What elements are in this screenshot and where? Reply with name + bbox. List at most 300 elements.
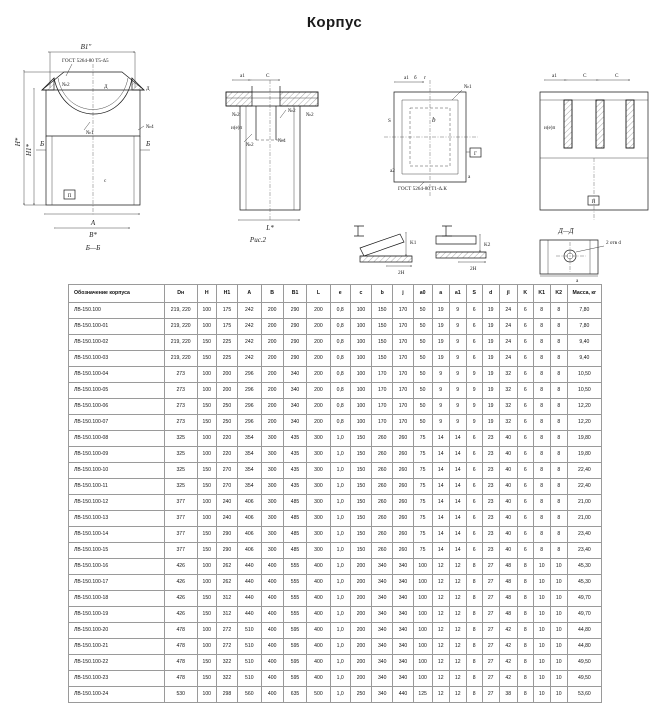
table-cell: 40 xyxy=(499,511,517,527)
table-cell: 9 xyxy=(432,415,449,431)
table-cell: 595 xyxy=(283,655,306,671)
table-cell: 9 xyxy=(432,383,449,399)
svg-text:№2: №2 xyxy=(288,108,296,114)
table-cell: 377 xyxy=(164,527,197,543)
table-cell: 6 xyxy=(466,431,482,447)
table-cell: 340 xyxy=(393,655,413,671)
table-cell: 100 xyxy=(197,367,216,383)
table-cell: 200 xyxy=(307,383,330,399)
svg-text:a: a xyxy=(576,278,579,284)
table-cell: 40 xyxy=(499,431,517,447)
table-cell: 8 xyxy=(466,575,482,591)
svg-text:Г: Г xyxy=(474,151,477,157)
table-cell: 48 xyxy=(499,575,517,591)
table-cell: 220 xyxy=(216,431,237,447)
table-cell: 400 xyxy=(307,559,330,575)
table-cell: 340 xyxy=(283,383,306,399)
svg-text:П: П xyxy=(591,199,596,205)
table-cell: 19 xyxy=(482,351,499,367)
table-cell: 340 xyxy=(372,575,393,591)
svg-text:a1: a1 xyxy=(240,73,245,79)
table-cell: 300 xyxy=(307,447,330,463)
table-cell: 435 xyxy=(283,479,306,495)
svg-text:Рис.2: Рис.2 xyxy=(249,236,267,244)
table-cell: 150 xyxy=(372,335,393,351)
table-cell: 49,50 xyxy=(567,655,601,671)
table-cell: 8 xyxy=(533,335,550,351)
table-cell: 300 xyxy=(261,479,283,495)
table-cell: 8 xyxy=(550,463,567,479)
table-cell: 400 xyxy=(261,575,283,591)
cell-designation: ЛВ-150.100-14 xyxy=(69,527,165,543)
table-cell: 200 xyxy=(216,383,237,399)
cell-designation: ЛВ-150.100-22 xyxy=(69,655,165,671)
table-cell: 9,40 xyxy=(567,335,601,351)
table-cell: 10 xyxy=(550,591,567,607)
table-cell: 12 xyxy=(432,655,449,671)
table-cell: 478 xyxy=(164,639,197,655)
table-cell: 49,70 xyxy=(567,591,601,607)
table-row xyxy=(69,527,602,543)
table-cell: 200 xyxy=(216,367,237,383)
table-cell: 100 xyxy=(413,559,432,575)
table-cell: 23,40 xyxy=(567,543,601,559)
table-cell: 23 xyxy=(482,527,499,543)
table-cell: 219, 220 xyxy=(164,351,197,367)
table-cell: 200 xyxy=(261,399,283,415)
col-header-l: L xyxy=(307,285,330,303)
table-cell: 1,0 xyxy=(330,607,350,623)
table-cell: 200 xyxy=(261,335,283,351)
table-row xyxy=(69,303,602,319)
table-cell: 8 xyxy=(517,559,533,575)
svg-text:№4: №4 xyxy=(278,138,286,144)
table-cell: 340 xyxy=(372,559,393,575)
table-cell: 175 xyxy=(216,319,237,335)
table-cell: 100 xyxy=(350,415,371,431)
col-header-b1: B1 xyxy=(283,285,306,303)
svg-text:Б—Б: Б—Б xyxy=(85,244,101,252)
table-cell: 478 xyxy=(164,671,197,687)
table-cell: 42 xyxy=(499,639,517,655)
table-cell: 170 xyxy=(372,415,393,431)
table-cell: 8 xyxy=(466,639,482,655)
table-cell: 170 xyxy=(372,367,393,383)
cell-designation: ЛВ-150.100-04 xyxy=(69,367,165,383)
table-cell: 23,40 xyxy=(567,527,601,543)
table-cell: 170 xyxy=(393,319,413,335)
table-cell: 0,8 xyxy=(330,303,350,319)
table-cell: 24 xyxy=(499,319,517,335)
view-section-bb xyxy=(14,43,154,252)
table-cell: 19 xyxy=(482,415,499,431)
table-cell: 12 xyxy=(449,559,466,575)
table-cell: 50 xyxy=(413,303,432,319)
table-cell: 200 xyxy=(350,607,371,623)
table-cell: 170 xyxy=(393,399,413,415)
table-cell: 426 xyxy=(164,575,197,591)
table-cell: 19 xyxy=(432,303,449,319)
table-cell: 48 xyxy=(499,591,517,607)
table-cell: 200 xyxy=(307,399,330,415)
table-cell: 354 xyxy=(238,479,261,495)
table-cell: 200 xyxy=(350,623,371,639)
table-cell: 8 xyxy=(533,495,550,511)
table-cell: 322 xyxy=(216,671,237,687)
table-cell: 340 xyxy=(372,607,393,623)
table-cell: 406 xyxy=(238,495,261,511)
table-cell: 45,30 xyxy=(567,559,601,575)
table-cell: 10 xyxy=(550,687,567,703)
table-cell: 6 xyxy=(466,351,482,367)
table-cell: 340 xyxy=(372,671,393,687)
table-cell: 354 xyxy=(238,431,261,447)
table-cell: 225 xyxy=(216,351,237,367)
table-cell: 8 xyxy=(550,495,567,511)
table-cell: 6 xyxy=(517,319,533,335)
table-cell: 435 xyxy=(283,463,306,479)
table-cell: 435 xyxy=(283,447,306,463)
table-cell: 9 xyxy=(449,399,466,415)
table-cell: 42 xyxy=(499,655,517,671)
table-cell: 150 xyxy=(350,479,371,495)
col-header-b: B xyxy=(261,285,283,303)
table-cell: 12 xyxy=(449,655,466,671)
table-cell: 100 xyxy=(350,303,371,319)
table-cell: 240 xyxy=(216,495,237,511)
table-cell: 270 xyxy=(216,479,237,495)
table-cell: 8 xyxy=(550,335,567,351)
table-cell: 1,0 xyxy=(330,479,350,495)
table-cell: 290 xyxy=(216,543,237,559)
table-cell: 6 xyxy=(466,319,482,335)
table-cell: 6 xyxy=(466,543,482,559)
svg-text:2H: 2H xyxy=(398,270,405,276)
table-cell: 32 xyxy=(499,399,517,415)
col-header-d: d xyxy=(482,285,499,303)
table-cell: 14 xyxy=(449,479,466,495)
svg-text:H1*: H1* xyxy=(25,143,33,157)
table-cell: 100 xyxy=(413,639,432,655)
table-cell: 400 xyxy=(307,591,330,607)
table-cell: 8 xyxy=(550,303,567,319)
table-cell: 27 xyxy=(482,655,499,671)
svg-text:№1: №1 xyxy=(86,130,94,136)
table-cell: 170 xyxy=(393,335,413,351)
table-cell: 6 xyxy=(466,303,482,319)
table-cell: 100 xyxy=(197,431,216,447)
table-cell: 14 xyxy=(432,463,449,479)
table-row xyxy=(69,591,602,607)
table-row xyxy=(69,511,602,527)
col-header-h: H xyxy=(197,285,216,303)
table-cell: 175 xyxy=(216,303,237,319)
table-row xyxy=(69,399,602,415)
svg-text:ГОСТ 5264-80 Т5-Δ5: ГОСТ 5264-80 Т5-Δ5 xyxy=(62,58,109,64)
table-cell: 478 xyxy=(164,655,197,671)
table-cell: 595 xyxy=(283,623,306,639)
table-cell: 49,70 xyxy=(567,607,601,623)
table-cell: 75 xyxy=(413,543,432,559)
cell-designation: ЛВ-150.100-23 xyxy=(69,671,165,687)
table-cell: 75 xyxy=(413,527,432,543)
table-cell: 290 xyxy=(283,351,306,367)
table-cell: 100 xyxy=(197,303,216,319)
table-cell: 8 xyxy=(533,399,550,415)
table-cell: 150 xyxy=(350,511,371,527)
table-cell: 24 xyxy=(499,335,517,351)
table-cell: 75 xyxy=(413,479,432,495)
table-cell: 6 xyxy=(517,335,533,351)
table-cell: 555 xyxy=(283,559,306,575)
table-cell: 510 xyxy=(238,671,261,687)
table-cell: 12 xyxy=(432,639,449,655)
table-cell: 240 xyxy=(216,511,237,527)
table-cell: 440 xyxy=(238,559,261,575)
table-cell: 435 xyxy=(283,431,306,447)
cell-designation: ЛВ-150.100-01 xyxy=(69,319,165,335)
table-cell: 14 xyxy=(432,447,449,463)
table-cell: 150 xyxy=(197,543,216,559)
table-cell: 260 xyxy=(393,447,413,463)
table-cell: 8 xyxy=(550,431,567,447)
table-cell: 8 xyxy=(550,351,567,367)
table-cell: 8 xyxy=(533,543,550,559)
table-cell: 225 xyxy=(216,335,237,351)
table-cell: 8 xyxy=(466,623,482,639)
table-cell: 9 xyxy=(449,351,466,367)
table-cell: 19 xyxy=(432,335,449,351)
table-cell: 12 xyxy=(432,575,449,591)
table-cell: 406 xyxy=(238,543,261,559)
table-cell: 100 xyxy=(350,367,371,383)
cell-designation: ЛВ-150.100-24 xyxy=(69,687,165,703)
table-cell: 22,40 xyxy=(567,463,601,479)
table-cell: 200 xyxy=(261,415,283,431)
table-cell: 200 xyxy=(350,671,371,687)
table-cell: 6 xyxy=(466,479,482,495)
table-cell: 19 xyxy=(482,319,499,335)
table-body xyxy=(69,303,602,703)
table-cell: 6 xyxy=(517,527,533,543)
table-cell: 485 xyxy=(283,527,306,543)
table-cell: 44,80 xyxy=(567,623,601,639)
table-cell: 75 xyxy=(413,431,432,447)
table-cell: 426 xyxy=(164,607,197,623)
table-cell: 10 xyxy=(550,671,567,687)
table-cell: 300 xyxy=(261,495,283,511)
table-cell: 100 xyxy=(350,383,371,399)
table-cell: 440 xyxy=(238,591,261,607)
table-cell: 0,8 xyxy=(330,351,350,367)
table-cell: 400 xyxy=(261,687,283,703)
table-cell: 8 xyxy=(466,671,482,687)
table-cell: 0,8 xyxy=(330,415,350,431)
table-cell: 200 xyxy=(307,303,330,319)
table-cell: 1,0 xyxy=(330,639,350,655)
table-cell: 32 xyxy=(499,415,517,431)
table-cell: 377 xyxy=(164,543,197,559)
col-header-a-small: a xyxy=(432,285,449,303)
table-cell: 560 xyxy=(238,687,261,703)
table-cell: 100 xyxy=(197,495,216,511)
table-cell: 27 xyxy=(482,607,499,623)
table-row xyxy=(69,367,602,383)
table-cell: 440 xyxy=(238,575,261,591)
table-cell: 8 xyxy=(517,671,533,687)
table-cell: 8 xyxy=(517,607,533,623)
col-header-k2: K2 xyxy=(550,285,567,303)
cell-designation: ЛВ-150.100-15 xyxy=(69,543,165,559)
table-cell: 12 xyxy=(432,671,449,687)
table-cell: 75 xyxy=(413,447,432,463)
table-cell: 14 xyxy=(449,495,466,511)
table-cell: 400 xyxy=(307,655,330,671)
col-header-e: e xyxy=(330,285,350,303)
svg-text:2H: 2H xyxy=(470,266,477,272)
table-cell: 325 xyxy=(164,463,197,479)
table-cell: 8 xyxy=(533,351,550,367)
table-cell: 400 xyxy=(261,639,283,655)
table-cell: 260 xyxy=(393,495,413,511)
table-cell: 50 xyxy=(413,399,432,415)
table-cell: 325 xyxy=(164,447,197,463)
table-cell: 170 xyxy=(393,351,413,367)
table-cell: 260 xyxy=(393,527,413,543)
table-cell: 595 xyxy=(283,671,306,687)
table-cell: 8 xyxy=(550,527,567,543)
svg-text:B1": B1" xyxy=(80,43,92,51)
svg-text:2 отв d: 2 отв d xyxy=(606,240,622,246)
table-cell: 260 xyxy=(393,463,413,479)
table-cell: 290 xyxy=(216,527,237,543)
table-cell: 340 xyxy=(283,367,306,383)
col-header-a0: a0 xyxy=(413,285,432,303)
table-cell: 262 xyxy=(216,575,237,591)
col-header-s: S xyxy=(466,285,482,303)
table-cell: 100 xyxy=(197,511,216,527)
table-cell: 219, 220 xyxy=(164,335,197,351)
svg-text:S: S xyxy=(388,118,391,124)
cell-designation: ЛВ-150.100-20 xyxy=(69,623,165,639)
table-cell: 10 xyxy=(533,559,550,575)
table-cell: 200 xyxy=(307,367,330,383)
table-cell: 6 xyxy=(466,495,482,511)
svg-text:№2: №2 xyxy=(246,142,254,148)
table-cell: 12 xyxy=(449,623,466,639)
view-right-elevation xyxy=(540,73,648,220)
table-cell: 260 xyxy=(393,511,413,527)
table-cell: 377 xyxy=(164,495,197,511)
table-cell: 1,0 xyxy=(330,655,350,671)
table-cell: 340 xyxy=(283,415,306,431)
table-cell: 21,00 xyxy=(567,511,601,527)
table-cell: 10 xyxy=(533,575,550,591)
table-cell: 22,40 xyxy=(567,479,601,495)
table-cell: 150 xyxy=(197,335,216,351)
table-cell: 23 xyxy=(482,447,499,463)
table-cell: 100 xyxy=(350,319,371,335)
table-cell: 0,8 xyxy=(330,383,350,399)
table-cell: 12 xyxy=(432,623,449,639)
table-cell: 6 xyxy=(466,511,482,527)
table-cell: 260 xyxy=(372,447,393,463)
table-cell: 300 xyxy=(261,431,283,447)
table-cell: 340 xyxy=(393,607,413,623)
table-cell: 7,80 xyxy=(567,303,601,319)
table-cell: 8 xyxy=(533,431,550,447)
table-cell: 50 xyxy=(413,319,432,335)
page-title: Корпус xyxy=(306,14,363,31)
table-cell: 14 xyxy=(432,543,449,559)
cell-designation: ЛВ-150.100-09 xyxy=(69,447,165,463)
table-cell: 44,80 xyxy=(567,639,601,655)
table-cell: 10,50 xyxy=(567,383,601,399)
table-cell: 260 xyxy=(393,479,413,495)
table-cell: 9 xyxy=(466,367,482,383)
svg-text:a1: a1 xyxy=(404,75,409,81)
table-cell: 340 xyxy=(393,591,413,607)
table-cell: 340 xyxy=(393,639,413,655)
table-cell: 200 xyxy=(261,367,283,383)
table-cell: 200 xyxy=(307,415,330,431)
table-cell: 150 xyxy=(350,495,371,511)
table-cell: 1,0 xyxy=(330,463,350,479)
cell-designation: ЛВ-150.100-11 xyxy=(69,479,165,495)
table-cell: 14 xyxy=(432,431,449,447)
table-row xyxy=(69,559,602,575)
table-cell: 14 xyxy=(432,479,449,495)
table-cell: 8 xyxy=(517,575,533,591)
table-cell: 170 xyxy=(393,303,413,319)
svg-text:a1: a1 xyxy=(552,73,557,79)
table-cell: 6 xyxy=(517,383,533,399)
table-cell: 555 xyxy=(283,607,306,623)
table-cell: 6 xyxy=(517,543,533,559)
table-row xyxy=(69,447,602,463)
svg-text:L*: L* xyxy=(266,224,274,232)
table-cell: 12 xyxy=(432,559,449,575)
cell-designation: ЛВ-150.100-07 xyxy=(69,415,165,431)
table-row xyxy=(69,463,602,479)
table-cell: 500 xyxy=(307,687,330,703)
table-cell: 100 xyxy=(413,607,432,623)
detail-profile-glyphs xyxy=(354,226,452,236)
table-cell: 10 xyxy=(533,687,550,703)
table-cell: 300 xyxy=(307,431,330,447)
svg-text:Б: Б xyxy=(40,140,45,148)
table-cell: 19 xyxy=(482,383,499,399)
table-cell: 0,8 xyxy=(330,399,350,415)
table-cell: 12,20 xyxy=(567,399,601,415)
table-cell: 340 xyxy=(372,687,393,703)
table-cell: 100 xyxy=(413,591,432,607)
table-cell: 14 xyxy=(449,527,466,543)
table-cell: 6 xyxy=(517,511,533,527)
table-cell: 354 xyxy=(238,447,261,463)
svg-text:a2: a2 xyxy=(390,168,395,174)
specification-table xyxy=(68,284,602,703)
table-cell: 242 xyxy=(238,303,261,319)
table-cell: 510 xyxy=(238,655,261,671)
cell-designation: ЛВ-150.100-05 xyxy=(69,383,165,399)
table-cell: 19 xyxy=(482,335,499,351)
table-cell: 8 xyxy=(550,399,567,415)
table-cell: 9 xyxy=(449,383,466,399)
svg-text:г: г xyxy=(424,75,427,81)
table-cell: 400 xyxy=(307,639,330,655)
table-cell: 10 xyxy=(533,623,550,639)
